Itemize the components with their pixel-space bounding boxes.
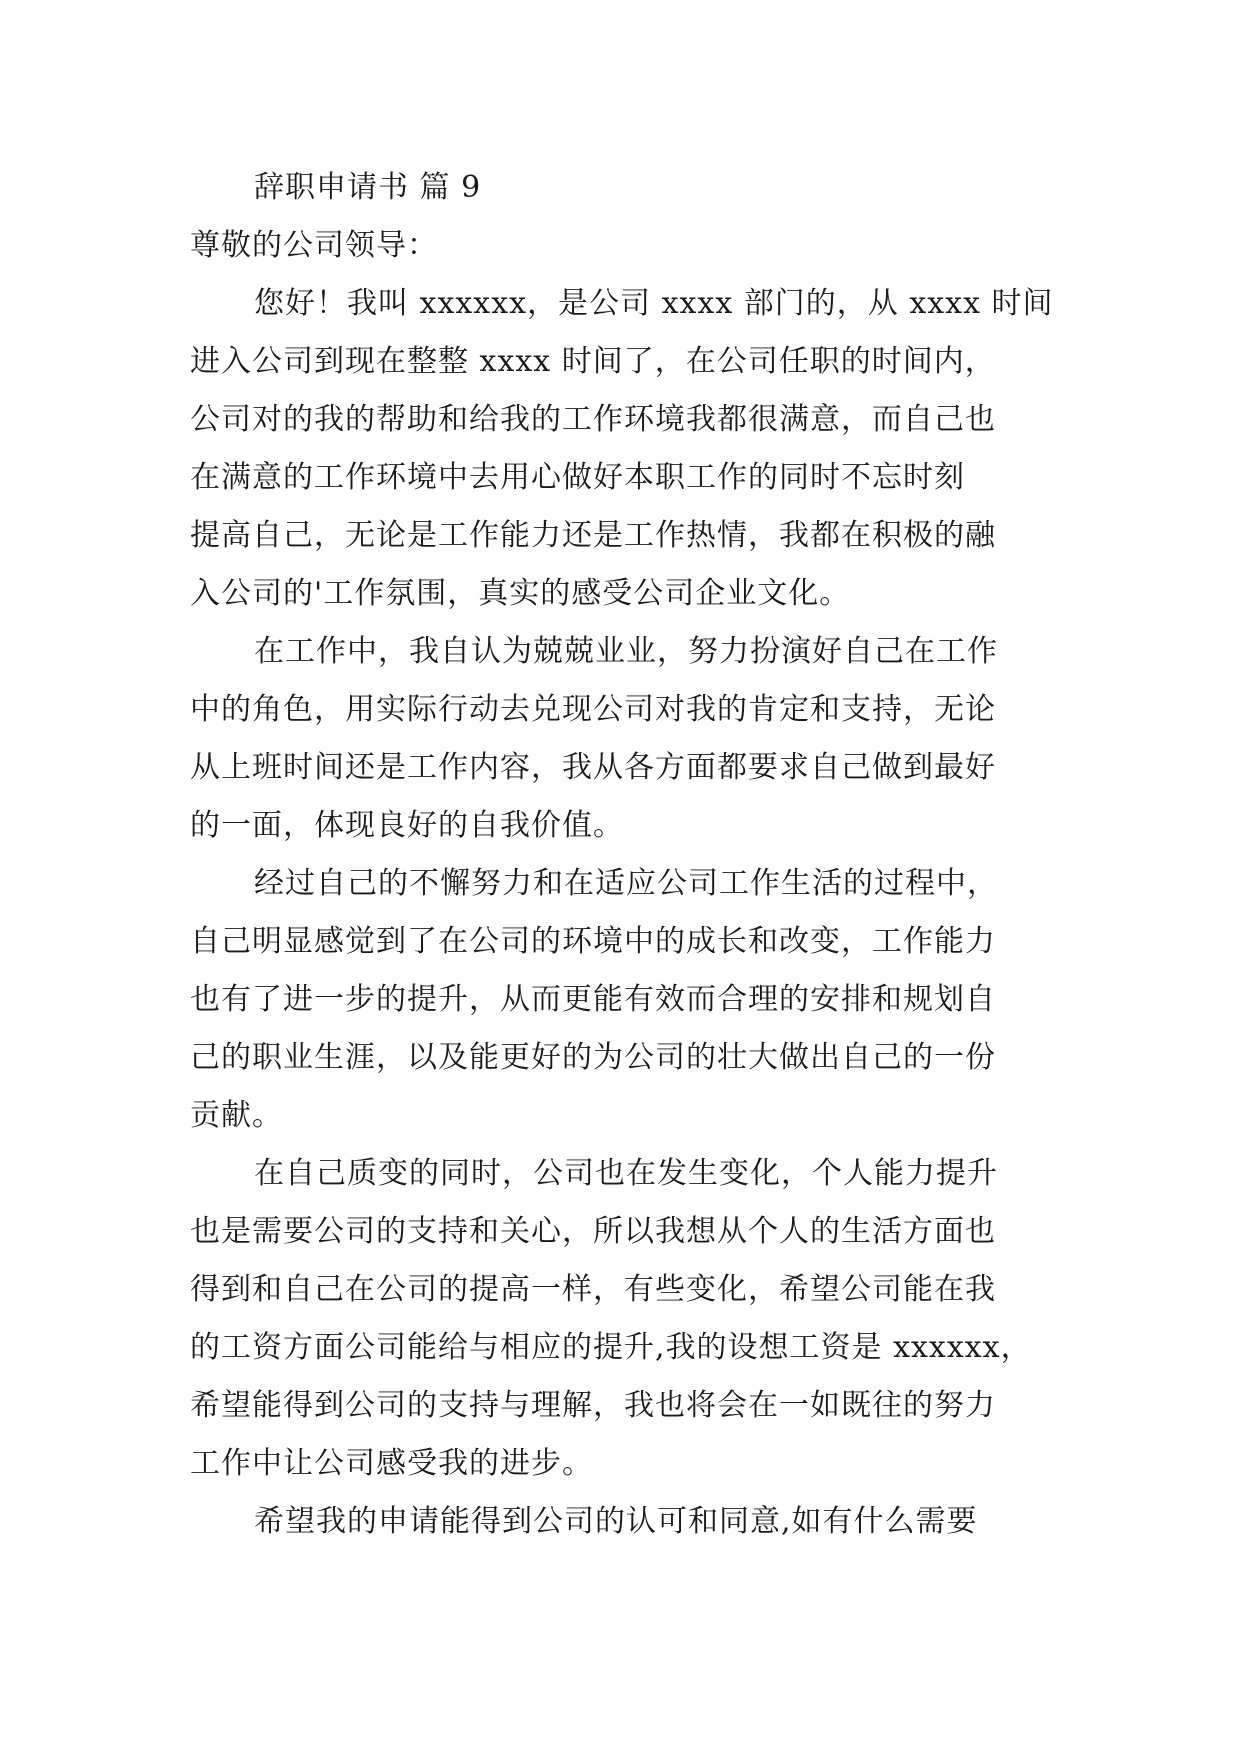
paragraph-line: 自己明显感觉到了在公司的环境中的成长和改变，工作能力 [190, 924, 996, 959]
paragraph-line: 贡献。 [190, 1098, 283, 1133]
paragraph-line: 也是需要公司的支持和关心，所以我想从个人的生活方面也 [190, 1214, 996, 1249]
paragraph-line: 得到和自己在公司的提高一样，有些变化，希望公司能在我 [190, 1272, 996, 1307]
paragraph-line: 希望能得到公司的支持与理解，我也将会在一如既往的努力 [190, 1388, 996, 1423]
paragraph-line: 的一面，体现良好的自我价值。 [190, 808, 624, 843]
paragraph-line: 入公司的'工作氛围，真实的感受公司企业文化。 [190, 576, 851, 611]
paragraph-line: 的工资方面公司能给与相应的提升,我的设想工资是 xxxxxx， [190, 1330, 1032, 1365]
salutation: 尊敬的公司领导： [190, 228, 438, 263]
paragraph-line: 从上班时间还是工作内容，我从各方面都要求自己做到最好 [190, 750, 996, 785]
paragraph-line: 在工作中，我自认为兢兢业业，努力扮演好自己在工作 [254, 634, 998, 669]
paragraph-line: 进入公司到现在整整 xxxx 时间了，在公司任职的时间内， [190, 344, 996, 379]
paragraph-line: 也有了进一步的提升，从而更能有效而合理的安排和规划自 [190, 982, 996, 1017]
paragraph-line: 己的职业生涯，以及能更好的为公司的壮大做出自己的一份 [190, 1040, 996, 1075]
paragraph-line: 希望我的申请能得到公司的认可和同意,如有什么需要 [254, 1504, 978, 1539]
paragraph-line: 在满意的工作环境中去用心做好本职工作的同时不忘时刻 [190, 460, 965, 495]
paragraph-line: 您好！我叫 xxxxxx，是公司 xxxx 部门的，从 xxxx 时间 [254, 286, 1054, 321]
paragraph-line: 公司对的我的帮助和给我的工作环境我都很满意，而自己也 [190, 402, 996, 437]
paragraph-line: 工作中让公司感受我的进步。 [190, 1446, 593, 1481]
paragraph-line: 在自己质变的同时，公司也在发生变化，个人能力提升 [254, 1156, 998, 1191]
document-title: 辞职申请书 篇 9 [254, 170, 482, 205]
paragraph-line: 提高自己，无论是工作能力还是工作热情，我都在积极的融 [190, 518, 996, 553]
paragraph-line: 经过自己的不懈努力和在适应公司工作生活的过程中， [254, 866, 998, 901]
paragraph-line: 中的角色，用实际行动去兑现公司对我的肯定和支持，无论 [190, 692, 996, 727]
